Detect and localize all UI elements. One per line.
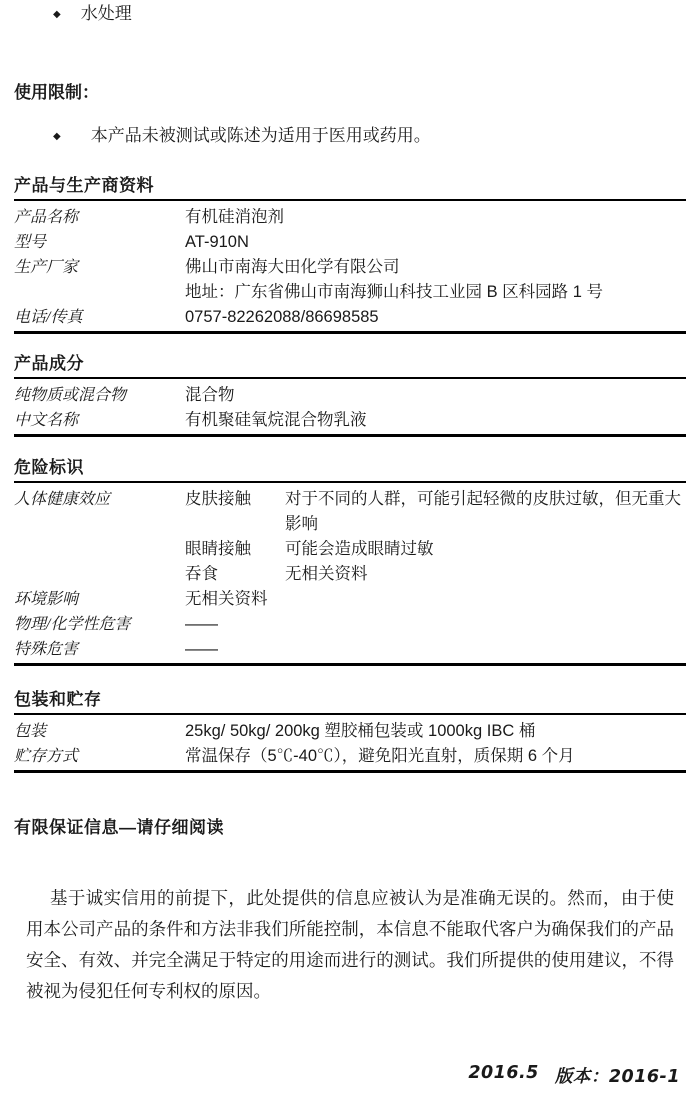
row-value: 0757-82262088/86698585 xyxy=(185,308,379,326)
row-label: 纯物质或混合物 xyxy=(14,387,127,404)
row-label: 包装 xyxy=(14,723,47,740)
row-value: 佛山市南海大田化学有限公司 xyxy=(185,258,400,276)
packaging-table xyxy=(14,719,686,773)
section-composition xyxy=(14,354,686,437)
row-label xyxy=(14,537,185,562)
section-packaging xyxy=(14,690,686,773)
row-label: 型号 xyxy=(14,234,47,251)
row-value: 对于不同的人群，可能引起轻微的皮肤过敏，但无重大影响 xyxy=(285,490,681,533)
row-value: 有机聚硅氧烷混合物乳液 xyxy=(185,411,367,429)
row-label: 特殊危害 xyxy=(14,641,79,658)
row-label: 产品名称 xyxy=(14,209,79,226)
table-row xyxy=(14,230,686,255)
footer-version: 版本：2016-1 xyxy=(554,1067,680,1087)
hazards-table xyxy=(14,487,686,666)
footer-date: 2016.5 xyxy=(468,1063,539,1083)
application-bullet-text: 水处理 xyxy=(80,4,132,23)
row-label: 人体健康效应 xyxy=(14,491,111,508)
hazards-heading: 危险标识 xyxy=(14,458,686,483)
composition-heading: 产品成分 xyxy=(14,354,686,379)
usage-limits-bullet-item xyxy=(53,126,431,147)
row-sub-label: 吞食 xyxy=(185,565,218,583)
row-value: 25kg/ 50kg/ 200kg 塑胶桶包装或 1000kg IBC 桶 xyxy=(185,722,536,740)
table-row xyxy=(14,637,686,662)
row-value: 无相关资料 xyxy=(285,565,368,583)
row-value: AT-910N xyxy=(185,233,249,251)
table-row xyxy=(14,205,686,230)
row-sub-label: 皮肤接触 xyxy=(185,490,251,508)
application-bullet-item xyxy=(53,4,132,25)
row-value: 常温保存（5℃-40℃），避免阳光直射，质保期 6 个月 xyxy=(185,747,575,765)
row-sub-label: —— xyxy=(185,615,218,633)
diamond-bullet-icon: ◆ xyxy=(53,9,61,20)
table-row xyxy=(14,719,686,744)
row-value: 地址：广东省佛山市南海狮山科技工业园 B 区科园路 1 号 xyxy=(185,283,604,301)
row-value: 可能会造成眼睛过敏 xyxy=(285,540,434,558)
row-value: 混合物 xyxy=(185,386,235,404)
row-value: 有机硅消泡剂 xyxy=(185,208,284,226)
usage-limits-bullet-text: 本产品未被测试或陈述为适用于医用或药用。 xyxy=(90,126,431,145)
diamond-bullet-icon: ◆ xyxy=(53,131,61,142)
row-label xyxy=(14,280,185,305)
row-sub-label: 无相关资料 xyxy=(185,590,268,608)
section-hazards xyxy=(14,458,686,666)
table-row xyxy=(14,587,686,612)
packaging-heading: 包装和贮存 xyxy=(14,690,686,715)
row-label: 环境影响 xyxy=(14,591,79,608)
section-product-info xyxy=(14,176,686,334)
table-row xyxy=(14,612,686,637)
warranty-paragraph: 基于诚实信用的前提下，此处提供的信息应被认为是准确无误的。然而，由于使用本公司产品的条件和方法非我们所能控制，本信息不能取代客户为确保我们的产品安全、有效、并完全满足于特定的用途而进行的测试。我们所提供的使用建议，不得被视为侵犯任何专利权的原因。 xyxy=(26,888,674,1001)
row-label: 中文名称 xyxy=(14,412,79,429)
row-label xyxy=(14,562,185,587)
row-label: 贮存方式 xyxy=(14,748,79,765)
product-info-table xyxy=(14,205,686,334)
table-row xyxy=(14,537,686,562)
table-row xyxy=(14,744,686,769)
row-label: 电话/传真 xyxy=(14,309,83,326)
row-value xyxy=(285,612,686,637)
table-row xyxy=(14,408,686,433)
table-row xyxy=(14,562,686,587)
warranty-heading: 有限保证信息—请仔细阅读 xyxy=(14,818,224,837)
table-row xyxy=(14,280,686,305)
product-info-heading: 产品与生产商资料 xyxy=(14,176,686,201)
doc-footer xyxy=(468,1063,680,1088)
table-row xyxy=(14,305,686,330)
row-value xyxy=(285,587,686,612)
row-value xyxy=(285,637,686,662)
table-row xyxy=(14,383,686,408)
row-label: 生产厂家 xyxy=(14,259,79,276)
composition-table xyxy=(14,383,686,437)
usage-limits-heading: 使用限制： xyxy=(14,83,99,102)
table-row xyxy=(14,255,686,280)
table-row xyxy=(14,487,686,537)
row-sub-label: —— xyxy=(185,640,218,658)
row-sub-label: 眼睛接触 xyxy=(185,540,251,558)
row-label: 物理/化学性危害 xyxy=(14,616,131,633)
